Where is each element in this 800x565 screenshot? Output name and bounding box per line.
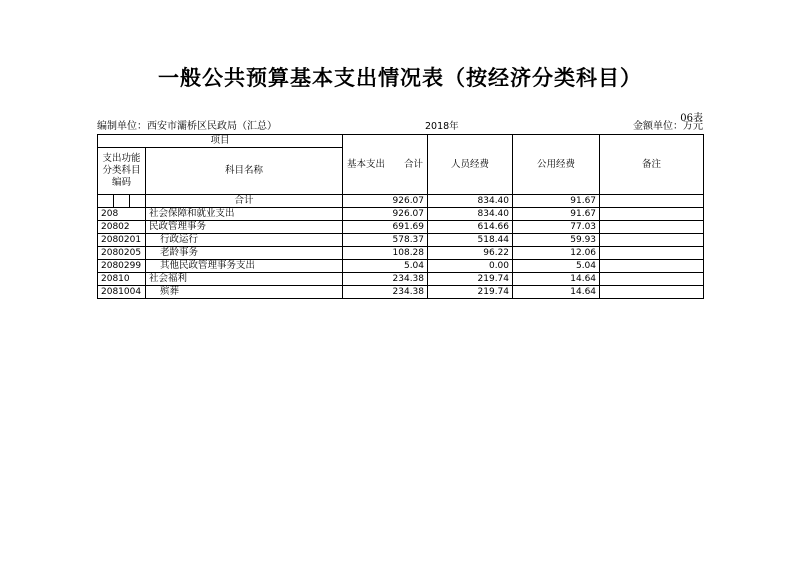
compiling-unit: 编制单位：西安市灞桥区民政局（汇总）: [97, 121, 277, 132]
row-name: 社会保障和就业支出: [146, 208, 343, 221]
row-personnel: 0.00: [428, 260, 513, 273]
row-basic: 926.07: [343, 208, 428, 221]
row-public: 59.93: [513, 234, 600, 247]
row-personnel: 219.74: [428, 273, 513, 286]
row-remark: [600, 286, 704, 299]
total-code-cell: [98, 195, 146, 208]
row-personnel: 219.74: [428, 286, 513, 299]
total-basic: 926.07: [343, 195, 428, 208]
row-code: 2081004: [98, 286, 146, 299]
row-personnel: 96.22: [428, 247, 513, 260]
row-basic: 234.38: [343, 286, 428, 299]
header-remark: 备注: [600, 135, 704, 195]
table-row: [98, 286, 704, 299]
money-unit: 金额单位：万元: [633, 121, 703, 132]
row-remark: [600, 234, 704, 247]
row-basic: 108.28: [343, 247, 428, 260]
page-title: 一般公共预算基本支出情况表（按经济分类科目）: [158, 66, 642, 90]
row-public: 77.03: [513, 221, 600, 234]
row-public: 91.67: [513, 208, 600, 221]
row-public: 5.04: [513, 260, 600, 273]
row-personnel: 834.40: [428, 208, 513, 221]
row-code: 2080205: [98, 247, 146, 260]
table-row: [98, 273, 704, 286]
row-name: 殡葬: [146, 286, 343, 299]
row-code: 208: [98, 208, 146, 221]
table-row: [98, 260, 704, 273]
row-basic: 234.38: [343, 273, 428, 286]
table-row: [98, 247, 704, 260]
header-project: 项目: [98, 135, 343, 148]
row-code: 20810: [98, 273, 146, 286]
row-remark: [600, 273, 704, 286]
row-name: 老龄事务: [146, 247, 343, 260]
header-personnel: 人员经费: [428, 135, 513, 195]
row-code: 20802: [98, 221, 146, 234]
table-row: [98, 221, 704, 234]
row-basic: 578.37: [343, 234, 428, 247]
header-basic-total: 基本支出 合计: [343, 135, 428, 195]
budget-table: [97, 134, 704, 299]
row-name: 其他民政管理事务支出: [146, 260, 343, 273]
row-code: 2080201: [98, 234, 146, 247]
row-public: 12.06: [513, 247, 600, 260]
header-code: 支出功能分类科目编码: [98, 148, 146, 195]
row-remark: [600, 221, 704, 234]
row-name: 行政运行: [146, 234, 343, 247]
total-remark: [600, 195, 704, 208]
header-public: 公用经费: [513, 135, 600, 195]
row-personnel: 518.44: [428, 234, 513, 247]
total-public: 91.67: [513, 195, 600, 208]
row-name: 民政管理事务: [146, 221, 343, 234]
row-personnel: 614.66: [428, 221, 513, 234]
row-basic: 691.69: [343, 221, 428, 234]
row-code: 2080299: [98, 260, 146, 273]
meta-row: [97, 120, 703, 134]
header-name: 科目名称: [146, 148, 343, 195]
budget-year: 2018年: [425, 121, 459, 132]
table-row: [98, 208, 704, 221]
total-personnel: 834.40: [428, 195, 513, 208]
table-number: 06表: [680, 113, 703, 124]
row-remark: [600, 247, 704, 260]
table-row: [98, 234, 704, 247]
row-remark: [600, 208, 704, 221]
total-label: 合计: [146, 195, 343, 208]
row-remark: [600, 260, 704, 273]
row-basic: 5.04: [343, 260, 428, 273]
table-row-total: [98, 195, 704, 208]
row-public: 14.64: [513, 273, 600, 286]
row-name: 社会福利: [146, 273, 343, 286]
row-public: 14.64: [513, 286, 600, 299]
